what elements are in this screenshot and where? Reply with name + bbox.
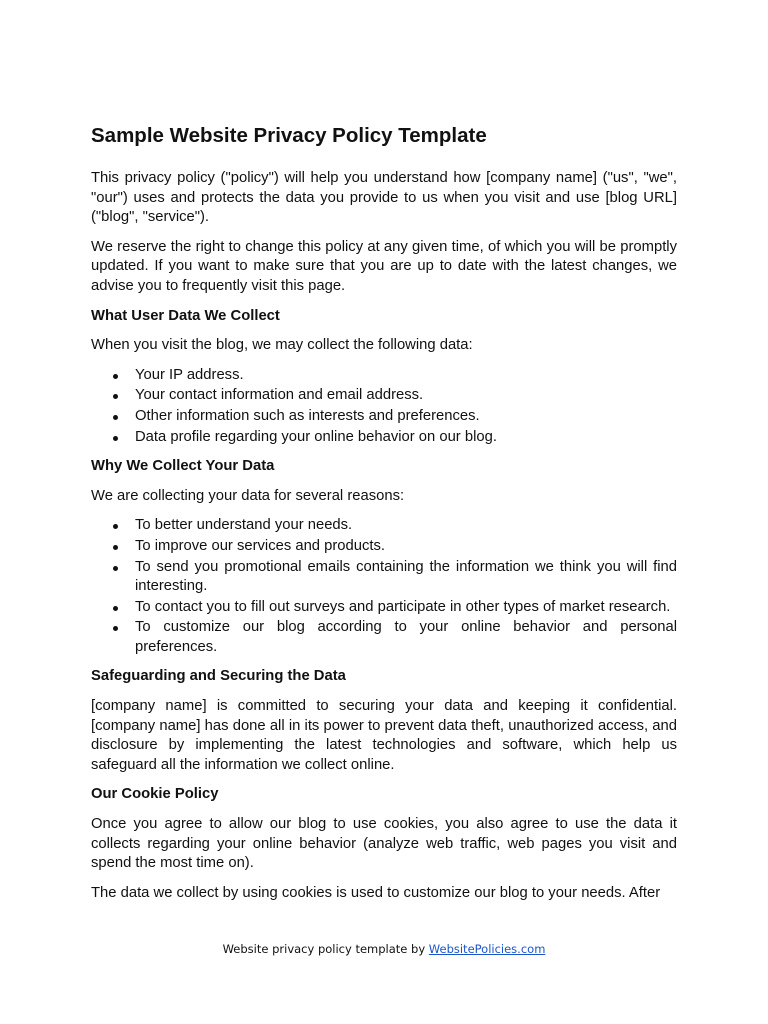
list-item bbox=[91, 598, 677, 618]
page-title: Sample Website Privacy Policy Template bbox=[91, 124, 487, 147]
list-item bbox=[91, 558, 677, 597]
intro-paragraph: This privacy policy ("policy") will help you understand how [company name] ("us", "we", "our") uses and protects the data you provide to us when you visit and use [blog URL] ("blog", "service"). bbox=[91, 170, 677, 226]
bullet-icon bbox=[113, 566, 118, 571]
list-item-text: To send you promotional emails containing the information we think you will find interesting. bbox=[135, 558, 677, 595]
footer-link[interactable]: WebsitePolicies.com bbox=[428, 942, 546, 956]
section-heading-cookie: Our Cookie Policy bbox=[91, 786, 219, 803]
list-item bbox=[91, 618, 677, 657]
section-heading-collect: What User Data We Collect bbox=[91, 307, 280, 324]
section-heading-why: Why We Collect Your Data bbox=[91, 458, 275, 475]
bullet-icon bbox=[113, 436, 118, 441]
cookie-paragraph: The data we collect by using cookies is used to customize our blog to your needs. After bbox=[91, 884, 661, 901]
footer-text: Website privacy policy template by bbox=[222, 942, 429, 956]
bullet-icon bbox=[113, 374, 118, 379]
cookie-paragraph: Once you agree to allow our blog to use cookies, you also agree to use the data it collects regarding your online behavior (analyze web traffic, web pages you visit and spend the most time on). bbox=[91, 816, 677, 872]
list-item-text: Your contact information and email address. bbox=[135, 387, 424, 404]
safeguard-paragraph: [company name] is committed to securing your data and keeping it confidential. [company name] has done all in its power to prevent data theft, unauthorized access, and disclosure by implementing the latest technologies and software, which help us safeguard all the information we collect online. bbox=[91, 698, 677, 773]
list-item bbox=[91, 366, 677, 386]
list-item-text: To customize our blog according to your online behavior and personal preferences. bbox=[135, 619, 677, 655]
list-item bbox=[91, 428, 677, 448]
bullet-icon bbox=[113, 394, 118, 399]
intro-paragraph: We reserve the right to change this policy at any given time, of which you will be promptly updated. If you want to make sure that you are up to date with the latest changes, we advise you to frequently visit this page. bbox=[91, 238, 677, 294]
bullet-icon bbox=[113, 545, 118, 550]
list-item-text: Data profile regarding your online behavior on our blog. bbox=[135, 428, 497, 445]
bullet-icon bbox=[113, 524, 118, 529]
page-footer bbox=[0, 942, 768, 956]
list-item bbox=[91, 407, 677, 427]
list-item-text: To improve our services and products. bbox=[135, 537, 386, 554]
why-list bbox=[91, 516, 677, 657]
list-item bbox=[91, 537, 677, 557]
list-item-text: Other information such as interests and preferences. bbox=[135, 407, 480, 424]
collect-lead: When you visit the blog, we may collect the following data: bbox=[91, 337, 473, 354]
bullet-icon bbox=[113, 626, 118, 631]
list-item-text: Your IP address. bbox=[135, 366, 244, 383]
list-item-text: To better understand your needs. bbox=[135, 517, 353, 534]
document-page bbox=[91, 122, 677, 913]
section-heading-safeguard: Safeguarding and Securing the Data bbox=[91, 668, 346, 685]
list-item bbox=[91, 516, 677, 536]
bullet-icon bbox=[113, 415, 118, 420]
list-item-text: To contact you to fill out surveys and participate in other types of market research. bbox=[135, 598, 671, 615]
collect-list bbox=[91, 366, 677, 447]
why-lead: We are collecting your data for several reasons: bbox=[91, 487, 405, 504]
bullet-icon bbox=[113, 606, 118, 611]
list-item bbox=[91, 386, 677, 406]
